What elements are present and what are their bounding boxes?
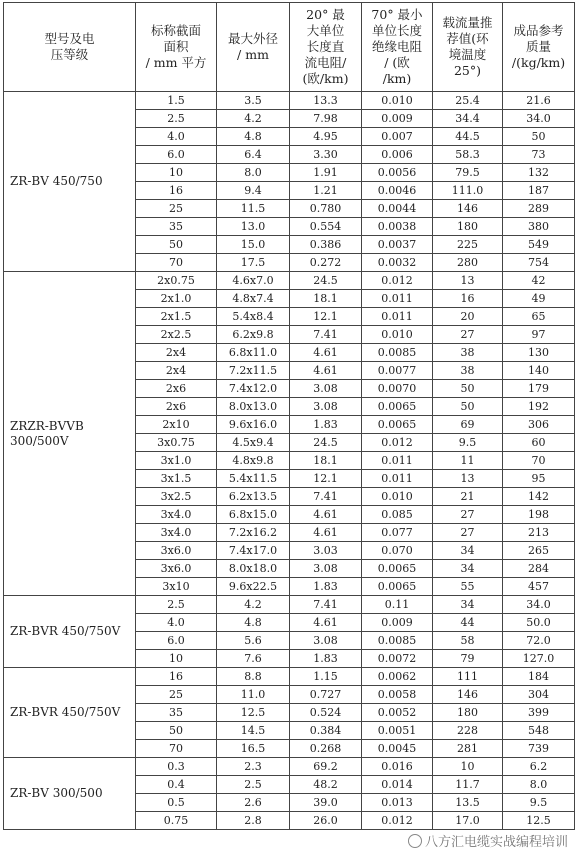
table-cell: 3x1.5 [136,470,217,488]
table-cell: 0.4 [136,776,217,794]
table-cell: 50 [136,722,217,740]
table-cell: 34.0 [503,596,575,614]
table-cell: 4.95 [290,128,362,146]
table-cell: 4.61 [290,524,362,542]
table-cell: 27 [433,326,503,344]
column-header-line: 成品参考 [513,23,564,38]
table-cell: 13.0 [217,218,290,236]
column-header-line: 载流量推 [442,15,493,30]
table-cell: 1.15 [290,668,362,686]
table-cell: 21 [433,488,503,506]
table-cell: 0.0032 [362,254,433,272]
table-cell: 38 [433,344,503,362]
table-cell: 0.0045 [362,740,433,758]
table-cell: 3.5 [217,92,290,110]
table-cell: 7.4x12.0 [217,380,290,398]
table-cell: 60 [503,434,575,452]
table-cell: 4.61 [290,614,362,632]
table-cell: 18.1 [290,452,362,470]
table-row [4,668,575,686]
table-cell: 4.61 [290,506,362,524]
table-cell: 25 [136,686,217,704]
model-voltage-cell: ZR-BVR 450/750V [4,596,136,668]
table-body [4,92,575,830]
column-header-line: / mm [237,47,269,62]
table-cell: 8.8 [217,668,290,686]
table-cell: 0.0056 [362,164,433,182]
column-header-6 [503,3,575,92]
table-cell: 184 [503,668,575,686]
column-header-1 [136,3,217,92]
table-cell: 2x1.5 [136,308,217,326]
table-cell: 14.5 [217,722,290,740]
table-cell: 55 [433,578,503,596]
table-cell: 15.0 [217,236,290,254]
table-cell: 34 [433,542,503,560]
table-cell: 3.08 [290,398,362,416]
table-cell: 3.03 [290,542,362,560]
table-cell: 17.5 [217,254,290,272]
table-cell: 4.2 [217,110,290,128]
table-cell: 9.6x22.5 [217,578,290,596]
table-cell: 0.268 [290,740,362,758]
table-cell: 3x10 [136,578,217,596]
table-cell: 6.4 [217,146,290,164]
table-cell: 69 [433,416,503,434]
table-cell: 2.5 [136,110,217,128]
table-cell: 0.780 [290,200,362,218]
table-cell: 70 [136,740,217,758]
table-cell: 27 [433,524,503,542]
column-header-line: 20° 最 [306,7,345,22]
table-cell: 213 [503,524,575,542]
table-cell: 0.524 [290,704,362,722]
table-cell: 58.3 [433,146,503,164]
table-cell: 39.0 [290,794,362,812]
table-cell: 21.6 [503,92,575,110]
watermark-text: 八方汇电缆实战编程培训 [424,835,568,850]
table-cell: 0.3 [136,758,217,776]
table-cell: 3x0.75 [136,434,217,452]
table-cell: 0.75 [136,812,217,830]
table-cell: 5.6 [217,632,290,650]
table-cell: 35 [136,704,217,722]
table-cell: 5.4x11.5 [217,470,290,488]
table-cell: 3.08 [290,632,362,650]
table-cell: 58 [433,632,503,650]
table-cell: 280 [433,254,503,272]
table-cell: 24.5 [290,434,362,452]
table-cell: 0.077 [362,524,433,542]
table-cell: 18.1 [290,290,362,308]
table-cell: 1.83 [290,650,362,668]
table-cell: 0.011 [362,290,433,308]
table-cell: 73 [503,146,575,164]
table-cell: 13.5 [433,794,503,812]
table-cell: 4.61 [290,344,362,362]
table-cell: 0.016 [362,758,433,776]
table-cell: 0.010 [362,326,433,344]
table-cell: 3.08 [290,560,362,578]
table-cell: 4.8x7.4 [217,290,290,308]
model-voltage-cell: ZR-BV 300/500 [4,758,136,830]
table-cell: 111 [433,668,503,686]
table-cell: 27 [433,506,503,524]
table-cell: 9.5 [433,434,503,452]
table-cell: 7.2x16.2 [217,524,290,542]
table-cell: 16.5 [217,740,290,758]
table-cell: 284 [503,560,575,578]
table-cell: 0.384 [290,722,362,740]
column-header-line: / (欧 [384,55,410,70]
table-cell: 0.011 [362,308,433,326]
table-cell: 2.5 [217,776,290,794]
table-cell: 4.0 [136,614,217,632]
table-cell: 6.2 [503,758,575,776]
table-cell: 72.0 [503,632,575,650]
table-cell: 35 [136,218,217,236]
table-cell: 3x6.0 [136,560,217,578]
table-cell: 2x6 [136,398,217,416]
table-cell: 4.5x9.4 [217,434,290,452]
column-header-5 [433,3,503,92]
table-cell: 11.0 [217,686,290,704]
table-row [4,92,575,110]
table-cell: 0.272 [290,254,362,272]
table-cell: 265 [503,542,575,560]
table-cell: 0.010 [362,488,433,506]
column-header-line: 最大外径 [227,31,278,46]
column-header-line: 标称截面 [150,23,201,38]
column-header-0 [4,3,136,92]
column-header-line: (欧/km) [302,71,349,86]
table-cell: 2.6 [217,794,290,812]
table-cell: 0.010 [362,92,433,110]
table-cell: 16 [136,182,217,200]
table-cell: 6.2x9.8 [217,326,290,344]
table-cell: 289 [503,200,575,218]
table-cell: 0.0052 [362,704,433,722]
table-cell: 179 [503,380,575,398]
table-cell: 3x2.5 [136,488,217,506]
table-cell: 12.5 [217,704,290,722]
table-cell: 12.5 [503,812,575,830]
table-cell: 70 [503,452,575,470]
table-cell: 9.4 [217,182,290,200]
table-cell: 25.4 [433,92,503,110]
table-cell: 0.5 [136,794,217,812]
table-cell: 2.8 [217,812,290,830]
table-cell: 306 [503,416,575,434]
table-cell: 3x1.0 [136,452,217,470]
table-cell: 0.0058 [362,686,433,704]
table-cell: 0.0051 [362,722,433,740]
table-cell: 0.013 [362,794,433,812]
table-cell: 0.085 [362,506,433,524]
table-cell: 198 [503,506,575,524]
column-header-2 [217,3,290,92]
table-cell: 13.3 [290,92,362,110]
column-header-line: 70° 最小 [371,7,423,22]
model-voltage-cell: ZR-BV 450/750 [4,92,136,272]
table-cell: 12.1 [290,470,362,488]
column-header-line: /km) [382,71,412,86]
table-cell: 2x0.75 [136,272,217,290]
table-cell: 127.0 [503,650,575,668]
table-cell: 0.014 [362,776,433,794]
table-cell: 79 [433,650,503,668]
table-cell: 6.0 [136,146,217,164]
table-cell: 0.070 [362,542,433,560]
table-cell: 0.007 [362,128,433,146]
table-cell: 4.6x7.0 [217,272,290,290]
table-cell: 754 [503,254,575,272]
table-cell: 7.2x11.5 [217,362,290,380]
table-cell: 548 [503,722,575,740]
table-cell: 739 [503,740,575,758]
table-cell: 9.5 [503,794,575,812]
table-cell: 380 [503,218,575,236]
table-cell: 1.5 [136,92,217,110]
table-cell: 0.011 [362,470,433,488]
model-voltage-cell: ZRZR-BVVB 300/500V [4,272,136,596]
column-header-line: 境温度 [448,47,487,62]
table-cell: 3.08 [290,380,362,398]
table-cell: 5.4x8.4 [217,308,290,326]
table-cell: 79.5 [433,164,503,182]
table-cell: 2x4 [136,362,217,380]
table-cell: 3x6.0 [136,542,217,560]
table-cell: 3x4.0 [136,506,217,524]
table-cell: 6.2x13.5 [217,488,290,506]
table-cell: 549 [503,236,575,254]
column-header-line: 25°) [453,63,482,78]
table-cell: 10 [433,758,503,776]
table-cell: 70 [136,254,217,272]
wechat-icon [408,834,422,848]
table-cell: 187 [503,182,575,200]
table-cell: 399 [503,704,575,722]
table-cell: 17.0 [433,812,503,830]
table-cell: 44.5 [433,128,503,146]
table-cell: 26.0 [290,812,362,830]
table-cell: 0.554 [290,218,362,236]
table-cell: 13 [433,272,503,290]
table-cell: 48.2 [290,776,362,794]
table-cell: 34 [433,596,503,614]
table-cell: 180 [433,704,503,722]
table-cell: 7.98 [290,110,362,128]
table-cell: 20 [433,308,503,326]
table-cell: 8.0x18.0 [217,560,290,578]
column-header-line: 流电阻/ [304,55,347,70]
table-cell: 65 [503,308,575,326]
table-cell: 140 [503,362,575,380]
table-cell: 8.0 [503,776,575,794]
cable-spec-table [3,2,575,830]
table-cell: 10 [136,650,217,668]
table-cell: 97 [503,326,575,344]
table-cell: 0.0037 [362,236,433,254]
table-cell: 4.8 [217,614,290,632]
table-cell: 25 [136,200,217,218]
table-cell: 4.8 [217,128,290,146]
table-cell: 16 [433,290,503,308]
column-header-line: 荐值(环 [446,31,489,46]
table-cell: 2x1.0 [136,290,217,308]
column-header-line: 大单位 [306,23,345,38]
table-cell: 146 [433,686,503,704]
table-cell: 24.5 [290,272,362,290]
table-cell: 6.8x11.0 [217,344,290,362]
table-cell: 0.727 [290,686,362,704]
table-cell: 0.0062 [362,668,433,686]
table-cell: 6.8x15.0 [217,506,290,524]
table-header [4,3,575,92]
table-row [4,596,575,614]
table-cell: 0.0065 [362,398,433,416]
table-cell: 7.41 [290,326,362,344]
table-cell: 11.5 [217,200,290,218]
table-cell: 2x2.5 [136,326,217,344]
column-header-line: 压等级 [50,47,89,62]
table-cell: 0.0038 [362,218,433,236]
table-cell: 0.012 [362,272,433,290]
table-cell: 111.0 [433,182,503,200]
column-header-3 [290,3,362,92]
table-cell: 50 [136,236,217,254]
table-cell: 13 [433,470,503,488]
table-cell: 228 [433,722,503,740]
table-cell: 7.41 [290,488,362,506]
watermark [408,831,568,850]
table-cell: 4.2 [217,596,290,614]
table-cell: 50 [433,398,503,416]
table-cell: 4.0 [136,128,217,146]
column-header-line: /(kg/km) [511,55,566,70]
table-cell: 12.1 [290,308,362,326]
table-cell: 0.0065 [362,578,433,596]
table-cell: 49 [503,290,575,308]
table-cell: 0.0065 [362,416,433,434]
table-cell: 0.009 [362,614,433,632]
table-cell: 1.21 [290,182,362,200]
table-cell: 69.2 [290,758,362,776]
table-cell: 0.0085 [362,344,433,362]
table-cell: 0.006 [362,146,433,164]
table-cell: 4.8x9.8 [217,452,290,470]
table-cell: 281 [433,740,503,758]
table-cell: 1.91 [290,164,362,182]
table-cell: 142 [503,488,575,506]
table-cell: 146 [433,200,503,218]
table-cell: 34.0 [503,110,575,128]
table-cell: 7.4x17.0 [217,542,290,560]
table-cell: 50 [433,380,503,398]
column-header-line: 长度直 [306,39,345,54]
table-cell: 6.0 [136,632,217,650]
table-cell: 0.012 [362,434,433,452]
table-cell: 0.0085 [362,632,433,650]
column-header-line: 单位长度 [371,23,422,38]
table-cell: 304 [503,686,575,704]
table-cell: 7.6 [217,650,290,668]
table-cell: 457 [503,578,575,596]
table-row [4,758,575,776]
table-cell: 50 [503,128,575,146]
table-cell: 10 [136,164,217,182]
table-cell: 2.5 [136,596,217,614]
table-cell: 225 [433,236,503,254]
table-cell: 50.0 [503,614,575,632]
column-header-4 [362,3,433,92]
table-cell: 11.7 [433,776,503,794]
table-cell: 0.0044 [362,200,433,218]
table-row [4,272,575,290]
table-cell: 2.3 [217,758,290,776]
table-cell: 3.30 [290,146,362,164]
table-cell: 4.61 [290,362,362,380]
model-voltage-cell: ZR-BVR 450/750V [4,668,136,758]
table-cell: 34.4 [433,110,503,128]
table-cell: 130 [503,344,575,362]
table-cell: 2x6 [136,380,217,398]
table-cell: 0.009 [362,110,433,128]
table-cell: 34 [433,560,503,578]
table-cell: 2x4 [136,344,217,362]
column-header-line: 面积 [163,39,189,54]
table-cell: 3x4.0 [136,524,217,542]
table-cell: 132 [503,164,575,182]
column-header-line: / mm 平方 [145,55,207,70]
table-cell: 0.0070 [362,380,433,398]
table-cell: 8.0x13.0 [217,398,290,416]
table-cell: 16 [136,668,217,686]
table-cell: 0.0072 [362,650,433,668]
table-cell: 192 [503,398,575,416]
table-cell: 1.83 [290,578,362,596]
table-cell: 180 [433,218,503,236]
table-cell: 42 [503,272,575,290]
table-cell: 95 [503,470,575,488]
table-cell: 11 [433,452,503,470]
column-header-line: 型号及电 [44,31,95,46]
table-cell: 8.0 [217,164,290,182]
table-cell: 1.83 [290,416,362,434]
table-cell: 0.012 [362,812,433,830]
table-cell: 44 [433,614,503,632]
column-header-line: 质量 [525,39,551,54]
table-cell: 0.0077 [362,362,433,380]
table-cell: 0.0046 [362,182,433,200]
table-cell: 0.386 [290,236,362,254]
table-cell: 0.011 [362,452,433,470]
table-cell: 7.41 [290,596,362,614]
table-cell: 9.6x16.0 [217,416,290,434]
table-cell: 38 [433,362,503,380]
table-cell: 2x10 [136,416,217,434]
column-header-line: 绝缘电阻 [371,39,422,54]
table-cell: 0.11 [362,596,433,614]
table-cell: 0.0065 [362,560,433,578]
